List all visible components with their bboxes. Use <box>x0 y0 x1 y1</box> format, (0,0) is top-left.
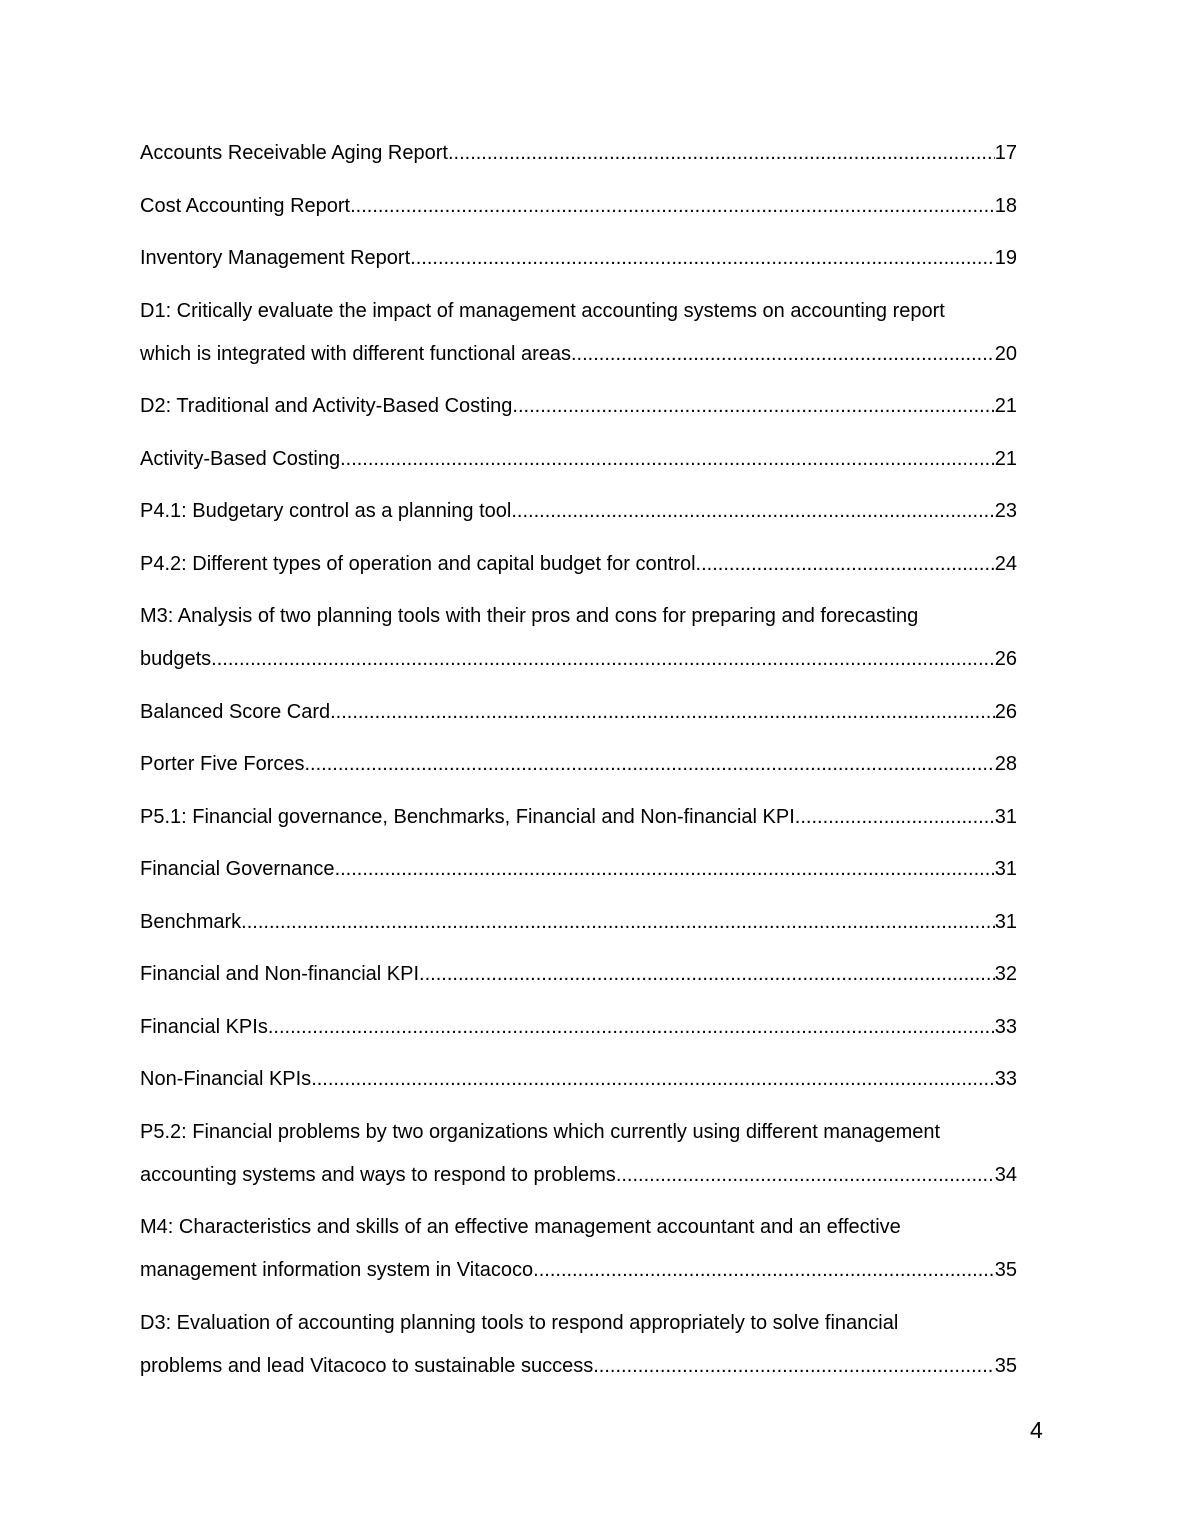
toc-entry-line <box>140 237 1017 280</box>
toc-entry-title: P5.1: Financial governance, Benchmarks, Financial and Non-financial KPI <box>140 805 795 828</box>
toc-dot-leader <box>795 796 995 839</box>
toc-entry-page: 17 <box>994 142 1017 164</box>
toc-entry-line <box>140 953 1017 996</box>
toc-entry-line <box>140 691 1017 734</box>
toc-entry-title: D2: Traditional and Activity-Based Costing <box>140 395 513 417</box>
toc-entry-title: Financial Governance <box>140 858 335 880</box>
toc-dot-leader <box>512 385 994 428</box>
toc-entry[interactable] <box>140 743 1017 786</box>
toc-entry-line <box>140 543 1017 586</box>
toc-entry-page: 31 <box>994 910 1017 933</box>
toc-dot-leader <box>533 1249 995 1292</box>
toc-entry-line <box>140 901 1017 944</box>
toc-entry-title: Porter Five Forces <box>140 753 305 775</box>
toc-entry-title: Accounts Receivable Aging Report <box>140 142 448 164</box>
toc-entry-line <box>140 385 1017 428</box>
toc-entry-page: 34 <box>994 1163 1017 1186</box>
toc-entry-page: 19 <box>994 247 1017 269</box>
toc-dot-leader <box>350 185 995 228</box>
toc-entry-title: Benchmark <box>140 910 242 933</box>
toc-entry-line <box>140 638 1017 681</box>
toc-entry-page: 20 <box>994 342 1017 365</box>
toc-dot-leader <box>304 743 994 786</box>
toc-entry[interactable] <box>140 1006 1017 1049</box>
table-of-contents <box>140 132 1017 1397</box>
toc-dot-leader <box>330 691 995 734</box>
toc-dot-leader <box>311 1058 995 1101</box>
toc-entry[interactable] <box>140 901 1017 944</box>
toc-entry-title: Financial KPIs <box>140 1015 268 1038</box>
toc-dot-leader <box>571 333 995 376</box>
toc-entry-page: 21 <box>994 395 1017 417</box>
toc-entry-line <box>140 1058 1017 1101</box>
toc-entry-title: problems and lead Vitacoco to sustainable success <box>140 1354 594 1377</box>
toc-entry-title: Inventory Management Report <box>140 247 411 269</box>
toc-entry-title: management information system in Vitacoco <box>140 1259 534 1281</box>
toc-entry-title: Activity-Based Costing <box>140 447 341 470</box>
toc-dot-leader <box>335 848 995 891</box>
toc-entry-line <box>140 438 1017 481</box>
toc-entry-page: 31 <box>994 805 1017 828</box>
toc-entry-page: 18 <box>994 194 1017 217</box>
toc-entry[interactable] <box>140 543 1017 586</box>
toc-entry-title: which is integrated with different functional areas <box>140 342 571 365</box>
toc-entry-page: 35 <box>994 1259 1017 1281</box>
toc-entry-title: Non-Financial KPIs <box>140 1068 312 1090</box>
toc-entry-line <box>140 490 1017 533</box>
toc-entry[interactable] <box>140 132 1017 175</box>
toc-entry-line <box>140 1345 1017 1388</box>
toc-entry[interactable] <box>140 796 1017 839</box>
toc-entry-title: P4.1: Budgetary control as a planning tool <box>140 500 512 522</box>
toc-dot-leader <box>593 1345 995 1388</box>
toc-entry-page: 28 <box>994 753 1017 775</box>
page-number: 4 <box>1030 1417 1043 1443</box>
toc-entry[interactable] <box>140 691 1017 734</box>
toc-entry[interactable] <box>140 490 1017 533</box>
toc-entry-line <box>140 333 1017 376</box>
toc-entry[interactable] <box>140 953 1017 996</box>
toc-entry-page: 24 <box>994 552 1017 575</box>
toc-dot-leader <box>340 438 995 481</box>
toc-entry-line <box>140 743 1017 786</box>
toc-dot-leader <box>419 953 995 996</box>
toc-entry-page: 21 <box>994 447 1017 470</box>
toc-entry-title-first-line: P5.2: Financial problems by two organizations which currently using different management <box>140 1120 941 1143</box>
toc-entry-title: Cost Accounting Report <box>140 194 351 217</box>
toc-entry-line <box>140 848 1017 891</box>
toc-dot-leader <box>241 901 995 944</box>
toc-entry-line <box>140 1154 1017 1197</box>
toc-dot-leader <box>211 638 995 681</box>
toc-dot-leader <box>696 543 995 586</box>
toc-entry[interactable] <box>140 1111 1017 1197</box>
toc-entry-title-first-line: D3: Evaluation of accounting planning tools to respond appropriately to solve financial <box>140 1311 899 1334</box>
toc-entry[interactable] <box>140 385 1017 428</box>
toc-entry-page: 33 <box>994 1015 1017 1038</box>
toc-entry[interactable] <box>140 595 1017 681</box>
toc-dot-leader <box>448 132 995 175</box>
toc-entry-page: 26 <box>994 700 1017 723</box>
toc-entry[interactable] <box>140 848 1017 891</box>
toc-dot-leader <box>616 1154 995 1197</box>
toc-entry-line <box>140 1006 1017 1049</box>
toc-entry-title: P4.2: Different types of operation and capital budget for control <box>140 552 696 575</box>
toc-entry-title: accounting systems and ways to respond to problems <box>140 1163 616 1186</box>
toc-entry-page: 35 <box>994 1354 1017 1377</box>
toc-entry-title: budgets <box>140 648 212 670</box>
toc-dot-leader <box>410 237 995 280</box>
toc-dot-leader <box>268 1006 995 1049</box>
toc-entry-title-first-line: M4: Characteristics and skills of an effective management accountant and an effective <box>140 1216 901 1238</box>
toc-entry[interactable] <box>140 1302 1017 1388</box>
toc-entry-page: 31 <box>994 858 1017 880</box>
toc-entry-title-first-line: M3: Analysis of two planning tools with their pros and cons for preparing and forecasting <box>140 605 919 627</box>
toc-entry[interactable] <box>140 290 1017 376</box>
toc-dot-leader <box>511 490 994 533</box>
toc-entry-title: Financial and Non-financial KPI <box>140 963 420 985</box>
toc-entry-line <box>140 185 1017 228</box>
toc-entry-line <box>140 1249 1017 1292</box>
toc-entry[interactable] <box>140 1206 1017 1292</box>
toc-entry[interactable] <box>140 237 1017 280</box>
toc-entry[interactable] <box>140 438 1017 481</box>
toc-entry-page: 32 <box>994 963 1017 985</box>
toc-entry[interactable] <box>140 1058 1017 1101</box>
toc-entry-page: 26 <box>994 648 1017 670</box>
toc-entry[interactable] <box>140 185 1017 228</box>
toc-entry-line <box>140 132 1017 175</box>
toc-entry-page: 33 <box>994 1068 1017 1090</box>
toc-entry-title: Balanced Score Card <box>140 700 331 723</box>
toc-entry-line <box>140 796 1017 839</box>
toc-entry-page: 23 <box>994 500 1017 522</box>
toc-entry-title-first-line: D1: Critically evaluate the impact of management accounting systems on accounting report <box>140 299 945 322</box>
